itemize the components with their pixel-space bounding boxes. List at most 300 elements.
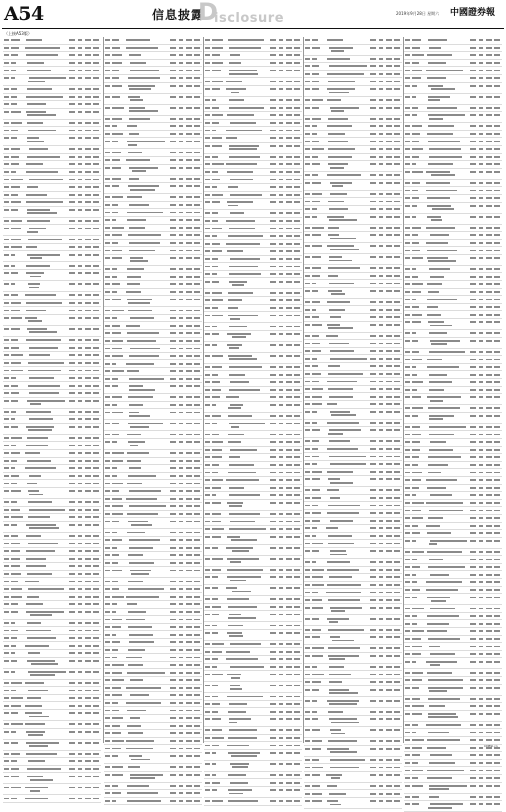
table-row [104,315,202,323]
table-row [104,83,202,94]
table-row [404,767,502,775]
table-row [204,477,302,485]
table-row [104,450,202,458]
table-row [204,462,302,470]
table-row [204,323,302,331]
table-row [3,146,101,154]
table-row [404,538,502,549]
table-row [304,225,402,233]
table-row [204,248,302,256]
table-row [304,355,402,363]
table-row [404,515,502,523]
table-row [304,783,402,791]
table-row [204,135,302,143]
table-row [104,616,202,624]
table-row [204,353,302,364]
table-row [204,78,302,86]
table-row [204,169,302,177]
table-row [204,97,302,105]
table-row [404,703,502,711]
table-row [304,697,402,708]
table-row [204,199,302,210]
table-row [104,723,202,731]
table-row [204,682,302,693]
table-row [204,574,302,585]
table-row [404,775,502,783]
table-row [204,256,302,264]
table-row [104,545,202,553]
table-row [204,297,302,305]
table-row [304,299,402,307]
table-row [3,766,101,774]
table-row [104,338,202,346]
newspaper-logo: 中國證券報 [450,8,496,18]
table-row [304,265,402,273]
table-row [204,567,302,575]
table-row [204,271,302,279]
table-row [304,180,402,191]
table-row [404,636,502,644]
table-row [304,495,402,503]
table-row [404,349,502,357]
table-row [404,669,502,677]
table-row [304,105,402,116]
table-row [104,202,202,210]
table-row [204,469,302,477]
table-row [3,593,101,601]
table-row [104,707,202,715]
table-row [3,382,101,390]
table-row [304,453,402,461]
table-row [304,63,402,71]
table-row [304,746,402,757]
table-row [3,450,101,458]
table-row [304,191,402,199]
table-row [104,700,202,708]
table-row [104,692,202,700]
table-row [104,194,202,202]
table-row [104,138,202,149]
table-row [104,105,202,116]
issue-date: 2019年9月28日 星期六 [396,11,440,16]
table-row [104,473,202,481]
table-row [204,622,302,630]
table-row [304,401,402,409]
table-row [204,585,302,596]
table-row [3,795,101,803]
table-row [3,352,101,360]
table-row [3,507,101,515]
table-row [204,218,302,226]
table-row [104,465,202,473]
table-row [104,383,202,394]
table-row [3,540,101,548]
table-row [404,696,502,704]
table-row [204,742,302,750]
table-row [204,485,302,493]
table-row [204,664,302,672]
table-row [3,424,101,435]
table-row [204,787,302,798]
table-row [404,195,502,203]
table-row [3,218,101,226]
table-row [404,729,502,737]
table-row [404,330,502,338]
table-row [304,708,402,716]
table-row [304,615,402,626]
table-row [204,263,302,271]
table-row [404,447,502,455]
table-row [404,319,502,330]
table-row [304,446,402,454]
table-row [204,371,302,379]
table-row [104,669,202,677]
table-row [304,427,402,438]
table-row [404,338,502,349]
table-row [304,679,402,687]
table-row [104,149,202,157]
table-row [304,757,402,765]
table-row [204,379,302,387]
table-row [404,161,502,169]
table-row [404,180,502,188]
table-row [3,307,101,315]
table-row [104,511,202,519]
table-row [304,634,402,645]
table-row [204,240,302,248]
table-row [204,233,302,241]
section-title-en: isclosure [214,11,285,26]
table-row [3,262,101,270]
table-row [304,37,402,45]
table-row [104,217,202,225]
table-row [304,232,402,243]
table-row [404,187,502,195]
table-row [404,203,502,214]
table-row [204,402,302,413]
table-row [104,420,202,431]
table-row [104,790,202,798]
table-row [304,525,402,533]
table-row [204,526,302,534]
table-row [104,183,202,194]
table-row [404,685,502,696]
table-row [304,716,402,727]
table-row [204,278,302,289]
table-row [304,363,402,371]
table-row [3,281,101,292]
table-row [104,322,202,330]
table-row [304,727,402,738]
table-row [404,146,502,154]
table-row [204,45,302,53]
table-row [3,650,101,658]
table-row [3,416,101,424]
table-row [404,94,502,105]
table-row [104,345,202,353]
table-row [3,367,101,375]
table-row [404,240,502,248]
table-row [304,409,402,420]
table-column [303,37,402,743]
table-row [3,375,101,383]
table-row [404,752,502,760]
table-row [204,648,302,656]
table-row [3,435,101,443]
table-row [404,37,502,45]
table-row [404,439,502,447]
table-row [104,67,202,75]
table-row [304,764,402,772]
table-row [404,783,502,794]
table-row [304,45,402,56]
table-row [3,773,101,784]
table-row [304,420,402,428]
table-row [204,534,302,545]
table-row [404,52,502,60]
table-row [104,45,202,53]
table-row [204,727,302,735]
table-row [104,601,202,609]
table-row [404,605,502,613]
table-row [404,651,502,659]
table-row [304,172,402,180]
table-row [304,597,402,605]
table-row [304,582,402,590]
table-row [3,514,101,522]
table-row [3,578,101,586]
table-row [204,112,302,120]
table-row [304,567,402,575]
table-row [404,628,502,636]
table-row [204,127,302,135]
table-row [304,198,402,206]
table-row [404,112,502,123]
table-row [204,596,302,604]
table-row [404,364,502,372]
table-row [104,255,202,266]
table-row [104,232,202,240]
table-row [304,671,402,679]
table-row [204,761,302,772]
table-row [304,574,402,582]
table-row [3,635,101,643]
table-row [3,409,101,417]
table-row [104,240,202,248]
table-row [104,353,202,361]
table-row [204,671,302,682]
table-row [304,131,402,139]
table-row [304,154,402,162]
table-row [3,758,101,766]
table-row [3,710,101,721]
table-row [3,94,101,102]
table-row [3,729,101,740]
table-row [104,431,202,439]
table-row [304,438,402,446]
table-row [3,184,101,192]
table-row [3,127,101,135]
table-row [404,131,502,139]
table-row [3,315,101,326]
table-row [104,266,202,274]
table-row [104,552,202,560]
table-row [3,695,101,703]
table-row [404,579,502,587]
table-row [304,243,402,254]
table-row [104,60,202,68]
table-row [304,371,402,379]
table-row [304,78,402,86]
table-row [404,45,502,53]
table-row [3,658,101,669]
table-row [404,311,502,319]
table-row [304,280,402,288]
table-row [104,281,202,289]
table-row [404,424,502,432]
table-row [104,764,202,772]
table-row [304,322,402,333]
table-row [104,402,202,410]
table-row [304,548,402,559]
table-row [204,630,302,641]
table-row [304,626,402,634]
table-row [304,664,402,672]
table-row [204,305,302,313]
table-row [104,165,202,176]
table-row [104,75,202,83]
table-row [3,571,101,579]
table-row [3,207,101,218]
table-row [404,556,502,564]
table-row [404,75,502,83]
table-row [404,492,502,500]
table-row [3,458,101,466]
table-row [304,386,402,394]
table-row [204,611,302,622]
table-row [3,344,101,352]
table-row [104,624,202,632]
table-row [104,738,202,746]
table-row [3,292,101,300]
table-row [3,620,101,628]
table-row [404,462,502,470]
table-row [3,300,101,308]
table-row [304,138,402,146]
table-row [404,138,502,146]
table-row [304,146,402,154]
table-row [404,356,502,364]
table-row [204,184,302,192]
table-row [404,67,502,75]
table-row [204,420,302,431]
table-row [3,784,101,795]
table-row [304,559,402,567]
table-row [104,368,202,376]
table-row [404,571,502,579]
table-row [304,340,402,348]
table-row [104,480,202,488]
table-row [204,192,302,200]
table-row [404,379,502,387]
table-row [304,510,402,518]
table-row [104,639,202,647]
table-row [404,594,502,605]
table-row [204,394,302,402]
table-row [404,431,502,439]
table-row [3,86,101,94]
table-row [104,409,202,420]
table-row [304,254,402,265]
section-title-initial: D [198,0,218,26]
table-row [204,716,302,727]
table-row [304,71,402,79]
table-row [3,270,101,281]
table-row [204,154,302,162]
table-row [404,387,502,395]
table-row [204,225,302,233]
table-row [3,169,101,177]
table-row [404,413,502,424]
table-row [204,331,302,342]
table-row [104,176,202,184]
table-row [204,105,302,113]
table-row [304,393,402,401]
table-row [204,143,302,154]
table-row [104,654,202,662]
table-row [104,518,202,529]
table-row [404,273,502,281]
table-row [3,563,101,571]
page-header [0,0,506,30]
table-row [304,378,402,386]
table-row [104,157,202,165]
table-row [3,488,101,499]
table-row [404,289,502,297]
table-row [3,109,101,120]
table-row [204,86,302,97]
table-row [204,37,302,45]
table-row [3,154,101,162]
table-row [404,454,502,462]
table-row [104,798,202,806]
table-row [404,169,502,180]
page-number: A54 [4,3,44,25]
table-row [104,94,202,105]
table-row [404,643,502,651]
disclosure-table-area [3,37,503,743]
table-row [3,326,101,337]
table-row [3,199,101,207]
table-row [3,473,101,481]
table-row [304,604,402,615]
table-row [404,794,502,802]
table-row [104,296,202,307]
table-row [3,721,101,729]
table-row [104,753,202,764]
table-row [304,738,402,746]
table-row [104,496,202,504]
table-row [204,701,302,709]
table-row [3,60,101,68]
table-row [404,477,502,485]
table-row [204,176,302,184]
table-row [404,485,502,493]
table-row [404,523,502,531]
table-row [304,314,402,322]
table-column [3,37,101,743]
table-row [3,244,101,252]
